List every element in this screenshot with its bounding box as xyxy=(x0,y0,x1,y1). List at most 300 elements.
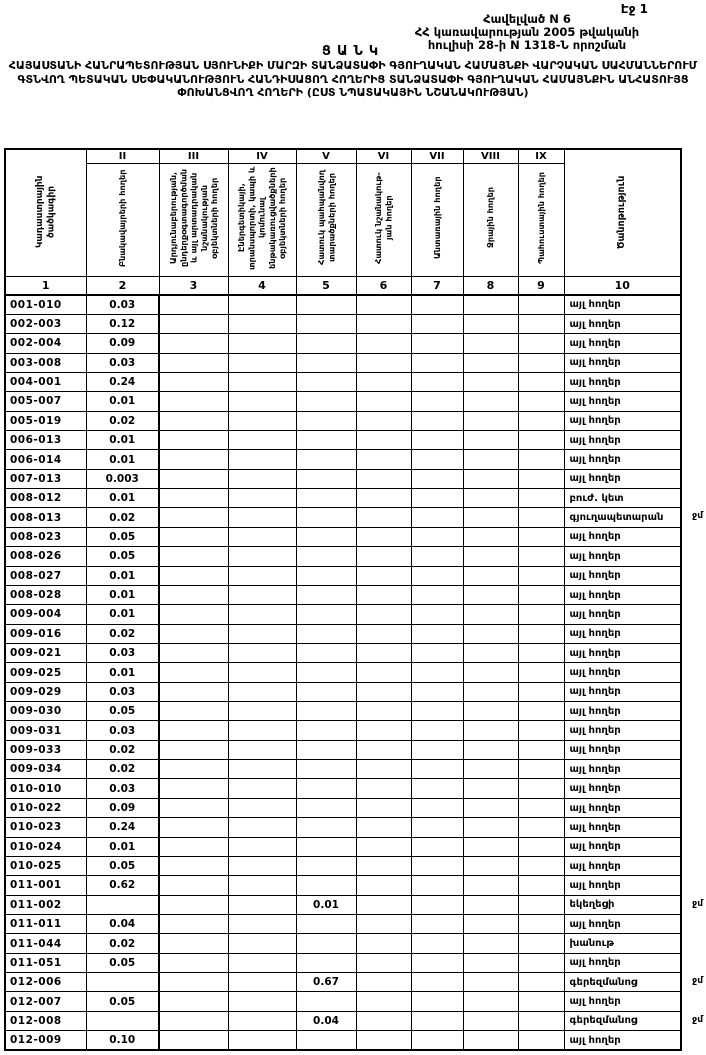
note-text: այլ հողեր xyxy=(569,996,621,1008)
table-row xyxy=(5,663,681,682)
cell-note xyxy=(564,643,681,662)
cell-col9 xyxy=(518,334,564,353)
cell-col4 xyxy=(228,450,296,469)
cell-col6 xyxy=(356,508,411,527)
cell-col3 xyxy=(159,450,228,469)
cell-col2: 0.01 xyxy=(86,489,159,508)
cell-col9 xyxy=(518,605,564,624)
cell-col2: 0.24 xyxy=(86,818,159,837)
cell-note xyxy=(564,489,681,508)
cell-col7 xyxy=(411,489,463,508)
table-row xyxy=(5,915,681,934)
cell-col6 xyxy=(356,1011,411,1030)
note-text: այլ հողեր xyxy=(569,395,621,407)
cell-col8 xyxy=(463,953,518,972)
cell-cadastral-code: 008-012 xyxy=(5,489,86,508)
cell-note xyxy=(564,1011,703,1030)
cell-col4 xyxy=(228,489,296,508)
cell-col8 xyxy=(463,740,518,759)
cell-col3 xyxy=(159,837,228,856)
cell-col6 xyxy=(356,992,411,1011)
cell-col2: 0.04 xyxy=(86,915,159,934)
cell-col7 xyxy=(411,431,463,450)
cell-col7 xyxy=(411,973,463,992)
cell-col7 xyxy=(411,469,463,488)
cell-cadastral-code: 008-028 xyxy=(5,585,86,604)
cell-col6 xyxy=(356,779,411,798)
cell-col9 xyxy=(518,895,564,914)
cell-cadastral-code: 006-013 xyxy=(5,431,86,450)
cell-col7 xyxy=(411,566,463,585)
cell-col4 xyxy=(228,566,296,585)
cell-col5 xyxy=(296,837,356,856)
cell-cadastral-code: 009-033 xyxy=(5,740,86,759)
table-row xyxy=(5,431,681,450)
note-text: այլ հողեր xyxy=(569,725,621,737)
cell-col2: 0.02 xyxy=(86,508,159,527)
cell-col5 xyxy=(296,372,356,391)
note-text: այլ հողեր xyxy=(569,550,621,562)
cell-col2: 0.09 xyxy=(86,334,159,353)
cell-col6 xyxy=(356,411,411,430)
cell-col3 xyxy=(159,547,228,566)
col-header-3-cell xyxy=(159,164,228,277)
cell-col5 xyxy=(296,798,356,817)
cell-col3 xyxy=(159,992,228,1011)
cell-note xyxy=(564,372,681,391)
cell-col3 xyxy=(159,779,228,798)
cell-col6 xyxy=(356,1031,411,1050)
cell-note xyxy=(564,469,681,488)
cell-col9 xyxy=(518,624,564,643)
note-text: այլ հողեր xyxy=(569,531,621,543)
cell-col3 xyxy=(159,643,228,662)
cell-note xyxy=(564,314,681,333)
cell-col7 xyxy=(411,895,463,914)
cell-col3 xyxy=(159,469,228,488)
cell-col5: 0.04 xyxy=(296,1011,356,1030)
cell-col8 xyxy=(463,372,518,391)
cell-cadastral-code: 010-010 xyxy=(5,779,86,798)
table-row xyxy=(5,992,681,1011)
cell-col2: 0.02 xyxy=(86,624,159,643)
cell-col9 xyxy=(518,973,564,992)
cell-col8 xyxy=(463,934,518,953)
cell-note xyxy=(564,798,681,817)
table-row xyxy=(5,721,681,740)
cell-col4 xyxy=(228,1011,296,1030)
cell-col4 xyxy=(228,295,296,314)
col-header-cadastral-code-cell xyxy=(5,149,86,277)
cell-col2: 0.05 xyxy=(86,953,159,972)
cell-col4 xyxy=(228,856,296,875)
cell-col7 xyxy=(411,798,463,817)
cell-col8 xyxy=(463,682,518,701)
cell-col6 xyxy=(356,643,411,662)
cell-col4 xyxy=(228,547,296,566)
cell-cadastral-code: 011-011 xyxy=(5,915,86,934)
cell-col8 xyxy=(463,605,518,624)
cell-col8 xyxy=(463,779,518,798)
cell-col6 xyxy=(356,702,411,721)
cell-col2: 0.02 xyxy=(86,934,159,953)
cell-col4 xyxy=(228,992,296,1011)
cell-col8 xyxy=(463,411,518,430)
cell-col6 xyxy=(356,547,411,566)
note-text: այլ հողեր xyxy=(569,357,621,369)
cell-note xyxy=(564,818,681,837)
col-header-note-cell xyxy=(564,149,681,277)
cell-col6 xyxy=(356,934,411,953)
cell-col2 xyxy=(86,1011,159,1030)
cell-col9 xyxy=(518,992,564,1011)
cell-col8 xyxy=(463,334,518,353)
cell-cadastral-code: 008-026 xyxy=(5,547,86,566)
cell-col9 xyxy=(518,450,564,469)
table-row xyxy=(5,1031,681,1050)
note-text: այլ հողեր xyxy=(569,783,621,795)
cell-col6 xyxy=(356,585,411,604)
cell-col7 xyxy=(411,740,463,759)
cell-col2: 0.02 xyxy=(86,411,159,430)
cell-cadastral-code: 008-023 xyxy=(5,527,86,546)
document-title: ՑԱՆԿ xyxy=(321,44,385,59)
cell-col5 xyxy=(296,508,356,527)
cell-col5 xyxy=(296,605,356,624)
table-row xyxy=(5,450,681,469)
cell-cadastral-code: 009-030 xyxy=(5,702,86,721)
col-header-8: Ջրային հողեր xyxy=(485,187,496,249)
cell-col9 xyxy=(518,643,564,662)
cell-note xyxy=(564,508,703,527)
table-row xyxy=(5,547,681,566)
cell-cadastral-code: 005-007 xyxy=(5,392,86,411)
cell-col6 xyxy=(356,392,411,411)
cell-col8 xyxy=(463,992,518,1011)
cell-note xyxy=(564,605,681,624)
cell-col8 xyxy=(463,353,518,372)
cell-col4 xyxy=(228,895,296,914)
table-row xyxy=(5,895,681,914)
cell-col8 xyxy=(463,1011,518,1030)
cell-col3 xyxy=(159,334,228,353)
cell-col2: 0.12 xyxy=(86,314,159,333)
cell-col4 xyxy=(228,721,296,740)
cell-col8 xyxy=(463,721,518,740)
cell-col4 xyxy=(228,624,296,643)
table-row xyxy=(5,818,681,837)
cell-col4 xyxy=(228,508,296,527)
cell-col2 xyxy=(86,895,159,914)
note-text: այլ հողեր xyxy=(569,686,621,698)
cell-cadastral-code: 009-031 xyxy=(5,721,86,740)
column-number-10: 10 xyxy=(564,277,681,296)
note-text: այլ հողեր xyxy=(569,744,621,756)
cell-note xyxy=(564,431,681,450)
table-row xyxy=(5,295,681,314)
cell-cadastral-code: 001-010 xyxy=(5,295,86,314)
col-header-5-cell xyxy=(296,164,356,277)
column-number-9: 9 xyxy=(518,277,564,296)
cell-col6 xyxy=(356,431,411,450)
cell-cadastral-code: 011-051 xyxy=(5,953,86,972)
cell-col3 xyxy=(159,740,228,759)
cell-col9 xyxy=(518,953,564,972)
cell-col4 xyxy=(228,682,296,701)
cell-cadastral-code: 010-025 xyxy=(5,856,86,875)
cell-col7 xyxy=(411,411,463,430)
cell-col5 xyxy=(296,663,356,682)
cell-col8 xyxy=(463,314,518,333)
cell-col9 xyxy=(518,934,564,953)
cell-col6 xyxy=(356,353,411,372)
cell-col7 xyxy=(411,450,463,469)
col-header-7-cell xyxy=(411,164,463,277)
cell-col6 xyxy=(356,740,411,759)
cell-cadastral-code: 010-022 xyxy=(5,798,86,817)
cell-col8 xyxy=(463,915,518,934)
cell-note xyxy=(564,915,681,934)
cell-note xyxy=(564,837,681,856)
cell-cadastral-code: 011-001 xyxy=(5,876,86,895)
note-text: այլ հողեր xyxy=(569,841,621,853)
cell-col9 xyxy=(518,1011,564,1030)
cell-col2: 0.05 xyxy=(86,992,159,1011)
cell-cadastral-code: 010-024 xyxy=(5,837,86,856)
cell-col4 xyxy=(228,740,296,759)
cell-note xyxy=(564,411,681,430)
cell-col7 xyxy=(411,721,463,740)
cell-col4 xyxy=(228,818,296,837)
col-header-2: Բնակավայրերի հողեր xyxy=(117,169,128,267)
cell-col2: 0.03 xyxy=(86,353,159,372)
cell-col4 xyxy=(228,837,296,856)
cell-col6 xyxy=(356,798,411,817)
cell-col3 xyxy=(159,624,228,643)
cell-col6 xyxy=(356,314,411,333)
cell-col8 xyxy=(463,973,518,992)
cell-col4 xyxy=(228,934,296,953)
cell-col4 xyxy=(228,314,296,333)
note-text: այլ հողեր xyxy=(569,879,621,891)
cell-col7 xyxy=(411,392,463,411)
table-row xyxy=(5,489,681,508)
cell-cadastral-code: 009-029 xyxy=(5,682,86,701)
cell-col4 xyxy=(228,702,296,721)
cell-col6 xyxy=(356,527,411,546)
cell-col9 xyxy=(518,353,564,372)
cell-col3 xyxy=(159,314,228,333)
note-text: այլ հողեր xyxy=(569,415,621,427)
cell-col5 xyxy=(296,392,356,411)
column-number-3: 3 xyxy=(159,277,228,296)
cell-col4 xyxy=(228,973,296,992)
cell-col2: 0.01 xyxy=(86,392,159,411)
cell-col3 xyxy=(159,876,228,895)
roman-numeral-IV: IV xyxy=(228,149,296,164)
table-row xyxy=(5,508,681,527)
cell-col8 xyxy=(463,876,518,895)
cell-col4 xyxy=(228,372,296,391)
cell-col5 xyxy=(296,624,356,643)
cell-col3 xyxy=(159,353,228,372)
cell-col4 xyxy=(228,431,296,450)
cell-note xyxy=(564,702,681,721)
cell-col2: 0.24 xyxy=(86,372,159,391)
cell-col5 xyxy=(296,682,356,701)
cell-note xyxy=(564,547,681,566)
cell-col3 xyxy=(159,431,228,450)
roman-numeral-III: III xyxy=(159,149,228,164)
col-header-3: Արդյունաբերության, ընդերքօգտագործման և այլ արտադրական նշանակության օբյեկտների հողեր xyxy=(167,169,219,268)
cell-col7 xyxy=(411,682,463,701)
cell-col6 xyxy=(356,469,411,488)
cell-col2: 0.01 xyxy=(86,566,159,585)
cell-note xyxy=(564,1031,681,1050)
cell-note xyxy=(564,663,681,682)
cell-col2: 0.03 xyxy=(86,721,159,740)
col-header-2-cell xyxy=(86,164,159,277)
cell-col8 xyxy=(463,702,518,721)
cell-note xyxy=(564,934,681,953)
cell-col5 xyxy=(296,469,356,488)
cell-col4 xyxy=(228,798,296,817)
cell-col5 xyxy=(296,566,356,585)
cell-col2: 0.01 xyxy=(86,585,159,604)
cell-col7 xyxy=(411,508,463,527)
cell-col7 xyxy=(411,760,463,779)
roman-numeral-V: V xyxy=(296,149,356,164)
cell-col2: 0.03 xyxy=(86,682,159,701)
cell-col2 xyxy=(86,973,159,992)
cell-col3 xyxy=(159,585,228,604)
cell-col4 xyxy=(228,779,296,798)
cell-col7 xyxy=(411,779,463,798)
cell-col5 xyxy=(296,760,356,779)
cell-note xyxy=(564,585,681,604)
cell-cadastral-code: 011-002 xyxy=(5,895,86,914)
table-row xyxy=(5,624,681,643)
note-text: գերեզմանոց xyxy=(569,1015,638,1027)
note-text: եկեղեցի xyxy=(569,899,615,911)
cell-col9 xyxy=(518,740,564,759)
col-header-4-cell xyxy=(228,164,296,277)
table-row xyxy=(5,953,681,972)
cell-cadastral-code: 011-044 xyxy=(5,934,86,953)
table-row xyxy=(5,779,681,798)
cell-col5 xyxy=(296,353,356,372)
col-header-9: Պահուստային հողեր xyxy=(535,171,546,265)
cell-col8 xyxy=(463,798,518,817)
cell-note xyxy=(564,295,681,314)
cell-col8 xyxy=(463,624,518,643)
table-row xyxy=(5,353,681,372)
cell-col9 xyxy=(518,682,564,701)
cell-col4 xyxy=(228,585,296,604)
cell-col8 xyxy=(463,818,518,837)
table-row xyxy=(5,469,681,488)
note-text: այլ հողեր xyxy=(569,821,621,833)
cell-col3 xyxy=(159,1031,228,1050)
cell-col2: 0.05 xyxy=(86,547,159,566)
cell-col3 xyxy=(159,663,228,682)
cell-note xyxy=(564,527,681,546)
cell-col7 xyxy=(411,314,463,333)
roman-numeral-VIII: VIII xyxy=(463,149,518,164)
cell-col9 xyxy=(518,760,564,779)
cell-col5 xyxy=(296,934,356,953)
cell-col3 xyxy=(159,392,228,411)
cell-col7 xyxy=(411,527,463,546)
column-number-6: 6 xyxy=(356,277,411,296)
cell-col6 xyxy=(356,605,411,624)
cell-col4 xyxy=(228,915,296,934)
cell-note xyxy=(564,682,681,701)
table-row xyxy=(5,837,681,856)
cell-col3 xyxy=(159,566,228,585)
cell-col2: 0.05 xyxy=(86,702,159,721)
roman-numeral-VI: VI xyxy=(356,149,411,164)
cell-col5 xyxy=(296,915,356,934)
cell-note xyxy=(564,856,681,875)
table-body xyxy=(5,295,703,1050)
cell-col6 xyxy=(356,953,411,972)
cell-col6 xyxy=(356,489,411,508)
cell-note xyxy=(564,721,681,740)
cell-col2: 0.10 xyxy=(86,1031,159,1050)
cell-note xyxy=(564,450,681,469)
margin-annotation: ջմ xyxy=(692,976,703,987)
cell-col3 xyxy=(159,973,228,992)
cell-col9 xyxy=(518,547,564,566)
note-text: այլ հողեր xyxy=(569,647,621,659)
cell-col5 xyxy=(296,295,356,314)
cell-col7 xyxy=(411,818,463,837)
cell-cadastral-code: 009-021 xyxy=(5,643,86,662)
cell-col8 xyxy=(463,450,518,469)
cell-col2: 0.03 xyxy=(86,779,159,798)
cell-col6 xyxy=(356,566,411,585)
cell-note xyxy=(564,392,681,411)
cell-col9 xyxy=(518,915,564,934)
cell-col9 xyxy=(518,469,564,488)
cell-col5 xyxy=(296,334,356,353)
cell-col4 xyxy=(228,605,296,624)
cell-cadastral-code: 009-025 xyxy=(5,663,86,682)
cell-col2: 0.01 xyxy=(86,663,159,682)
col-header-4: Էներգետիկայի, տրանսպորտի, կապի և կոմունալ ենթակառուցվածքների օբյեկտների հողեր xyxy=(236,166,288,270)
cell-col6 xyxy=(356,295,411,314)
cell-col7 xyxy=(411,702,463,721)
cell-col8 xyxy=(463,585,518,604)
column-number-5: 5 xyxy=(296,277,356,296)
cell-col9 xyxy=(518,411,564,430)
cell-note xyxy=(564,334,681,353)
table-row xyxy=(5,411,681,430)
note-text: այլ հողեր xyxy=(569,763,621,775)
cell-col6 xyxy=(356,818,411,837)
cell-col9 xyxy=(518,721,564,740)
cell-col4 xyxy=(228,663,296,682)
table-row xyxy=(5,585,681,604)
roman-numeral-VII: VII xyxy=(411,149,463,164)
land-transfer-table xyxy=(4,148,703,1051)
cell-col6 xyxy=(356,682,411,701)
col-header-6-cell xyxy=(356,164,411,277)
cell-cadastral-code: 008-013 xyxy=(5,508,86,527)
cell-note xyxy=(564,779,681,798)
cell-col9 xyxy=(518,798,564,817)
